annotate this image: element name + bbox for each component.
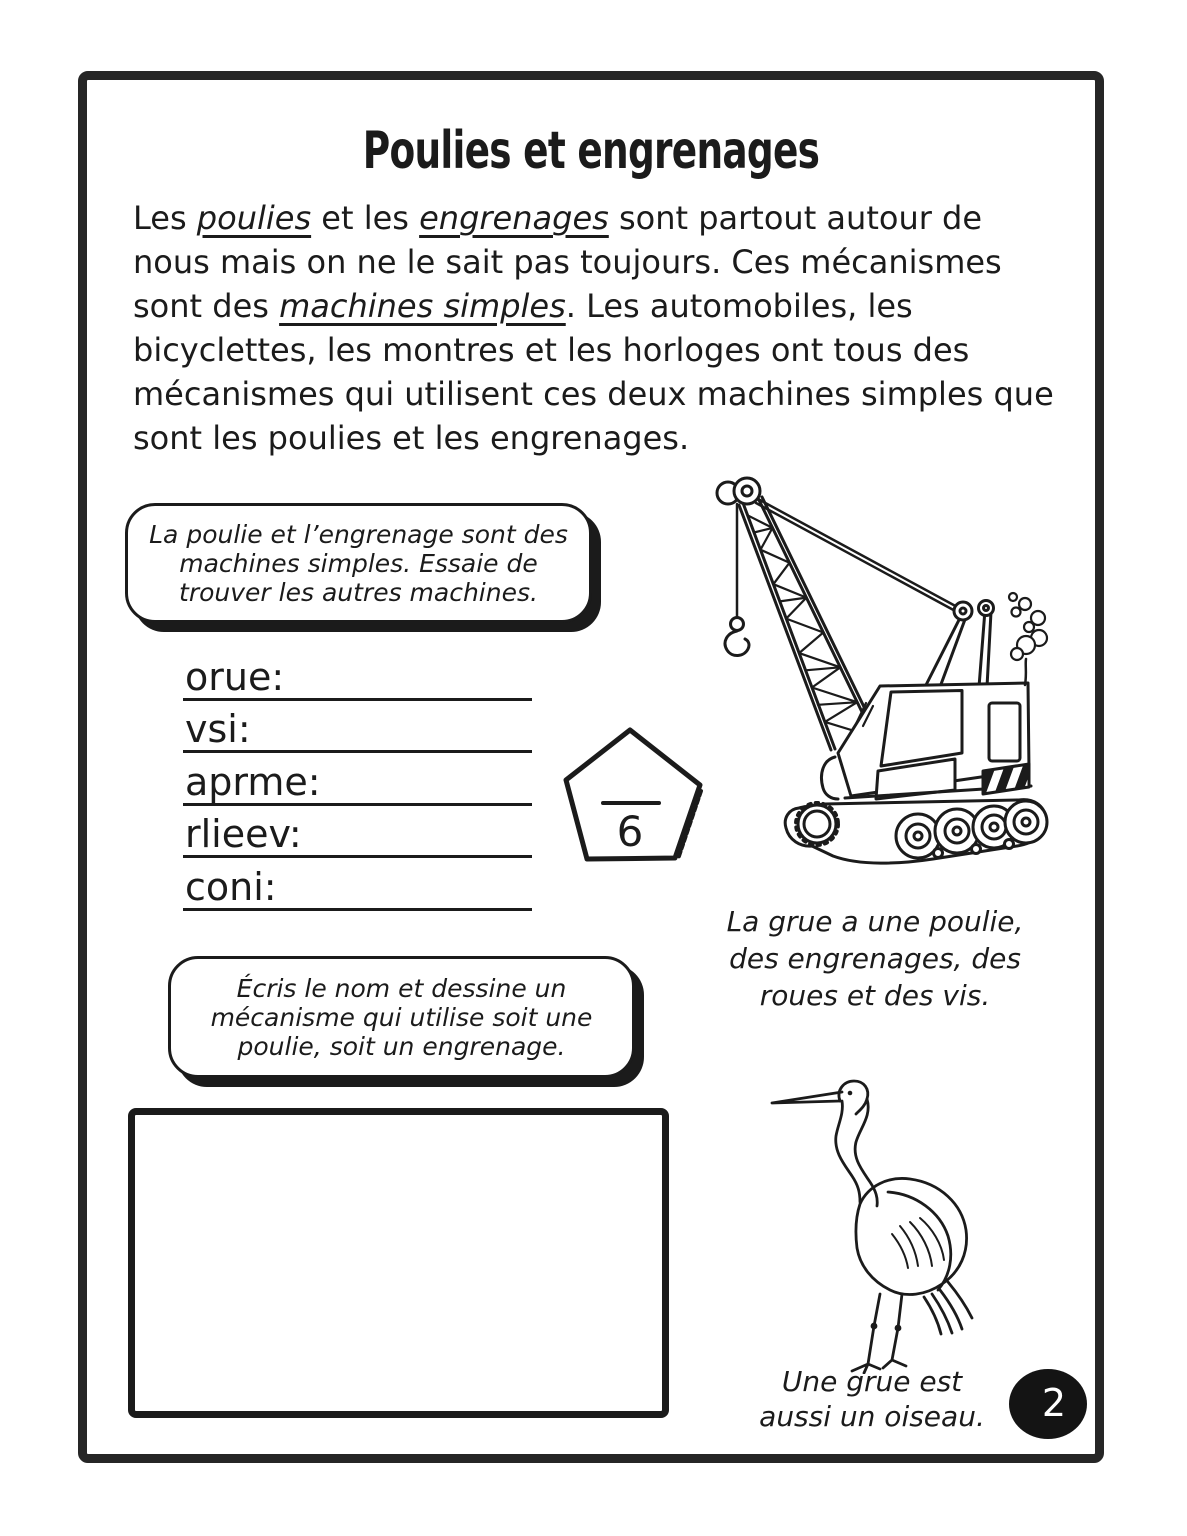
- scramble-row: [183, 701, 532, 754]
- gantry-mast: [925, 610, 991, 687]
- bird-body: [856, 1178, 967, 1294]
- crane-bird-illustration: [760, 1076, 990, 1374]
- crane-machine-illustration: [695, 457, 1075, 869]
- bird-beak: [772, 1092, 842, 1103]
- scrambled-word: orue:: [185, 654, 285, 699]
- scrambled-word: coni:: [185, 864, 277, 909]
- intro-line: sont les poulies et les engrenages.: [133, 419, 690, 457]
- scramble-row: [183, 858, 532, 911]
- score-pentagon: [562, 724, 707, 869]
- caption-line: Une grue est: [781, 1365, 963, 1398]
- bubble-line: mécanisme qui utilise soit une: [210, 1002, 593, 1032]
- bubble-line: poulie, soit un engrenage.: [237, 1031, 566, 1061]
- text-run: . Les automobiles, les: [565, 287, 913, 325]
- hook-ball: [731, 618, 744, 631]
- drawing-area[interactable]: [128, 1108, 669, 1418]
- caption-line: aussi un oiseau.: [759, 1400, 985, 1433]
- rear-bumper: [822, 757, 839, 799]
- page-title: Poulies et engrenages: [362, 120, 820, 181]
- intro-line: [133, 196, 1083, 240]
- boom-lattice: [748, 515, 875, 737]
- scramble-row: [183, 806, 532, 859]
- text-run: sont des: [133, 287, 280, 325]
- mast-pulley: [979, 601, 994, 616]
- caption-line: des engrenages, des: [729, 942, 1021, 975]
- scramble-row: [183, 753, 532, 806]
- mast-pulley: [954, 602, 972, 620]
- bird-caption: [742, 1364, 1002, 1434]
- bubble-line: La poulie et l’engrenage sont des: [149, 519, 568, 549]
- intro-paragraph: [133, 196, 1083, 460]
- word-scramble-list: [183, 648, 532, 911]
- crane-caption: [710, 903, 1040, 1014]
- hook: [725, 631, 749, 656]
- instruction-bubble-find-machines: [125, 503, 592, 623]
- bird-eye: [848, 1091, 853, 1096]
- caption-line: roues et des vis.: [759, 979, 991, 1012]
- page-number-badge: [1009, 1369, 1087, 1439]
- underlined-term: poulies: [196, 199, 312, 237]
- instruction-bubble-draw: [168, 956, 635, 1078]
- caption-line: La grue a une poulie,: [726, 905, 1024, 938]
- cab-door-window: [989, 703, 1020, 761]
- scrambled-word: rlieev:: [185, 812, 302, 856]
- intro-line: bicyclettes, les montres et les horloges ont tous des: [133, 331, 970, 369]
- intro-line: mécanismes qui utilisent ces deux machines simples que: [133, 375, 1054, 413]
- smoke-puffs: [1009, 593, 1047, 660]
- underlined-term: machines simples: [279, 287, 566, 325]
- text-run: Les: [133, 199, 197, 237]
- scramble-row: [183, 648, 532, 701]
- scrambled-word: aprme:: [185, 759, 321, 804]
- text-run: et les: [311, 199, 420, 237]
- bubble-line: machines simples. Essaie de: [179, 548, 538, 578]
- bird-legs: [852, 1294, 906, 1373]
- answer-line[interactable]: [183, 907, 532, 911]
- boom-tip-pulley: [734, 478, 760, 504]
- bubble-line: trouver les autres machines.: [179, 577, 538, 607]
- intro-line: nous mais on ne le sait pas toujours. Ces mécanismes: [133, 243, 1002, 281]
- underlined-term: engrenages: [419, 199, 609, 237]
- page-number: 2: [1041, 1381, 1067, 1425]
- cab-front-window: [881, 691, 962, 767]
- track-idler-wheel: [804, 811, 830, 837]
- bubble-line: Écris le nom et dessine un: [236, 973, 567, 1003]
- text-run: sont partout autour de: [608, 199, 983, 237]
- scrambled-word: vsi:: [185, 707, 251, 751]
- exhaust-pipe: [1025, 659, 1026, 685]
- intro-line: [133, 284, 1083, 328]
- score-denominator: 6: [616, 807, 644, 856]
